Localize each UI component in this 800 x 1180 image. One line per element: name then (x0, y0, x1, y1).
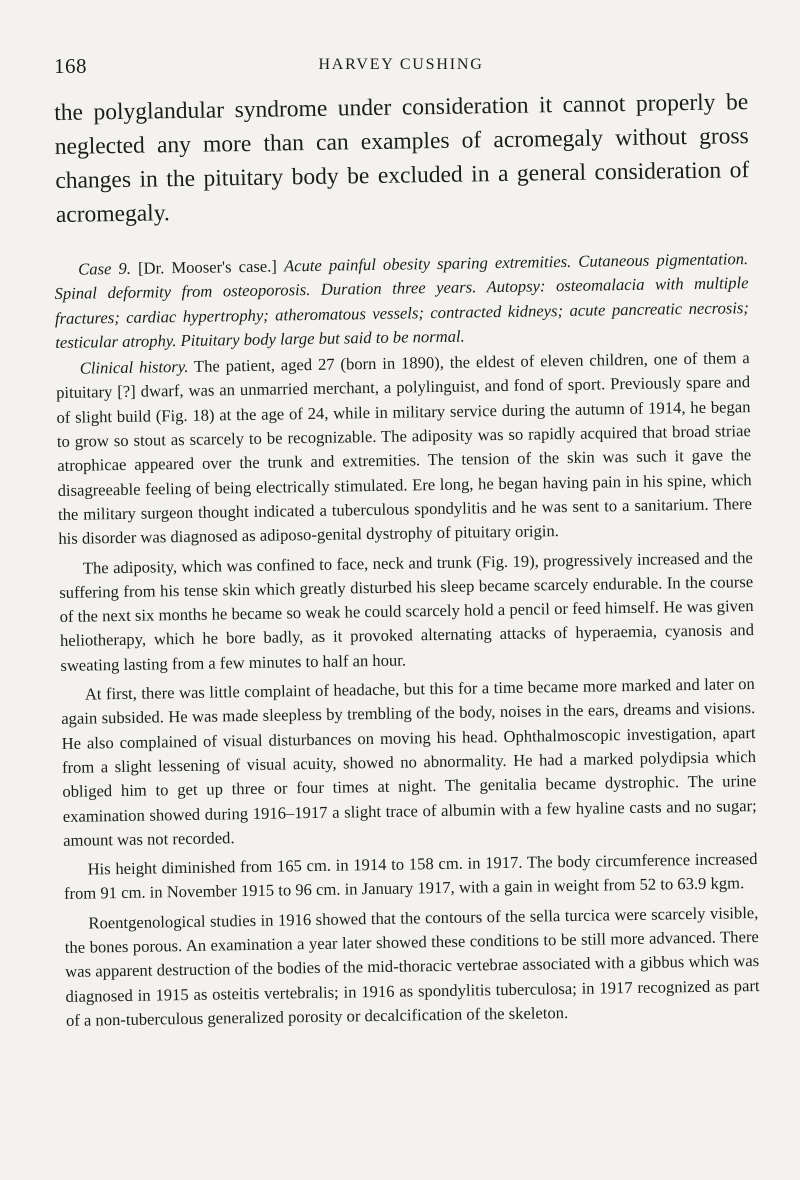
body-paragraph: His height diminished from 165 cm. in 1914 to 158 cm. in 1917. The body circumference increased from 91 cm. in November 1915 to 96 cm. in January 1917, with a gain in weight from 52 to 63.9 kgm. (63, 849, 758, 904)
clinical-history-paragraph (56, 346, 753, 551)
running-head: HARVEY CUSHING (318, 56, 484, 73)
case-source: [Dr. Mooser's case.] (137, 256, 278, 278)
clinical-history-text: The patient, aged 27 (born in 1890), the eldest of eleven children, one of them a pituitary [?] dwarf, was an unmarried merchant, a polylinguist, and fond of sport. Previously spare and of slight build (Fig. 18) at the age of 24, while in military service during the autumn of 1914, he began to grow so stout as scarcely to be recognizable. The adiposity was so rapidly acquired that broad striae atrophicae appeared over the trunk and extremities. The tension of the skin was such it gave the disagreeable feeling of being electrically stimulated. Ere long, he began having pain in his spine, which the military surgeon thought indicated a tuberculous spondylitis and he was sent to a sanitarium. There his disorder was diagnosed as adiposo-genital dystrophy of pituitary origin. (55, 348, 753, 549)
body-paragraph: Roentgenological studies in 1916 showed that the contours of the sella turcica were scarcely visible, the bones porous. An examination a year later showed these conditions to be still more advanced. There was apparent destruction of the bodies of the mid-thoracic vertebrae associated with a gibbus which was diagnosed in 1915 as osteitis vertebralis; in 1916 as spondylitis tuberculosa; in 1917 recognized as part of a non-tuberculous generalized porosity or decalcification of the skeleton. (64, 902, 760, 1030)
page-header (54, 52, 748, 88)
clinical-history-heading: Clinical history. (79, 357, 189, 378)
case-body (54, 247, 760, 1033)
body-paragraph: At first, there was little complaint of headache, but this for a time became more marked and later on again subsided. He was made sleepless by trembling of the body, noises in the ears, dreams and visions. He also complained of visual disturbances on moving his head. Ophthalmoscopic investigation, apart from a slight lessening of visual acuity, showed no abnormality. He had a marked polydipsia which obliged him to get up three or four times at night. The genitalia became dystrophic. The urine examination showed during 1916–1917 a slight trace of albumin with a few hyaline casts and no sugar; amount was not recorded. (61, 674, 757, 850)
lead-paragraph: the polyglandular syndrome under consideration it cannot properly be neglected any more than can examples of acromegaly without gross changes in the pituitary body be excluded in a general consideration of acromegaly. (54, 89, 750, 228)
case-label: Case 9. (78, 258, 132, 279)
case-summary: Acute painful obesity sparing extremities. Cutaneous pigmentation. Spinal deformity from osteoporosis. Duration three years. Autopsy: osteomalacia with multiple fractures; cardiac hypertrophy; atheromatous vessels; contracted kidneys; acute pancreatic necrosis; testicular atrophy. Pituitary body large but said to be normal. (54, 249, 750, 352)
page-number: 168 (54, 54, 87, 78)
case-heading (54, 247, 749, 355)
body-paragraph: The adiposity, which was confined to face, neck and trunk (Fig. 19), progressively increased and the suffering from his tense skin which greatly disturbed his sleep became scarcely endurable. In the course of the next six months he became so weak he could scarcely hold a pencil or feed himself. He was given heliotherapy, which he bore badly, as it provoked alternating attacks of hyperaemia, cyanosis and sweating lasting from a few minutes to half an hour. (59, 547, 755, 675)
